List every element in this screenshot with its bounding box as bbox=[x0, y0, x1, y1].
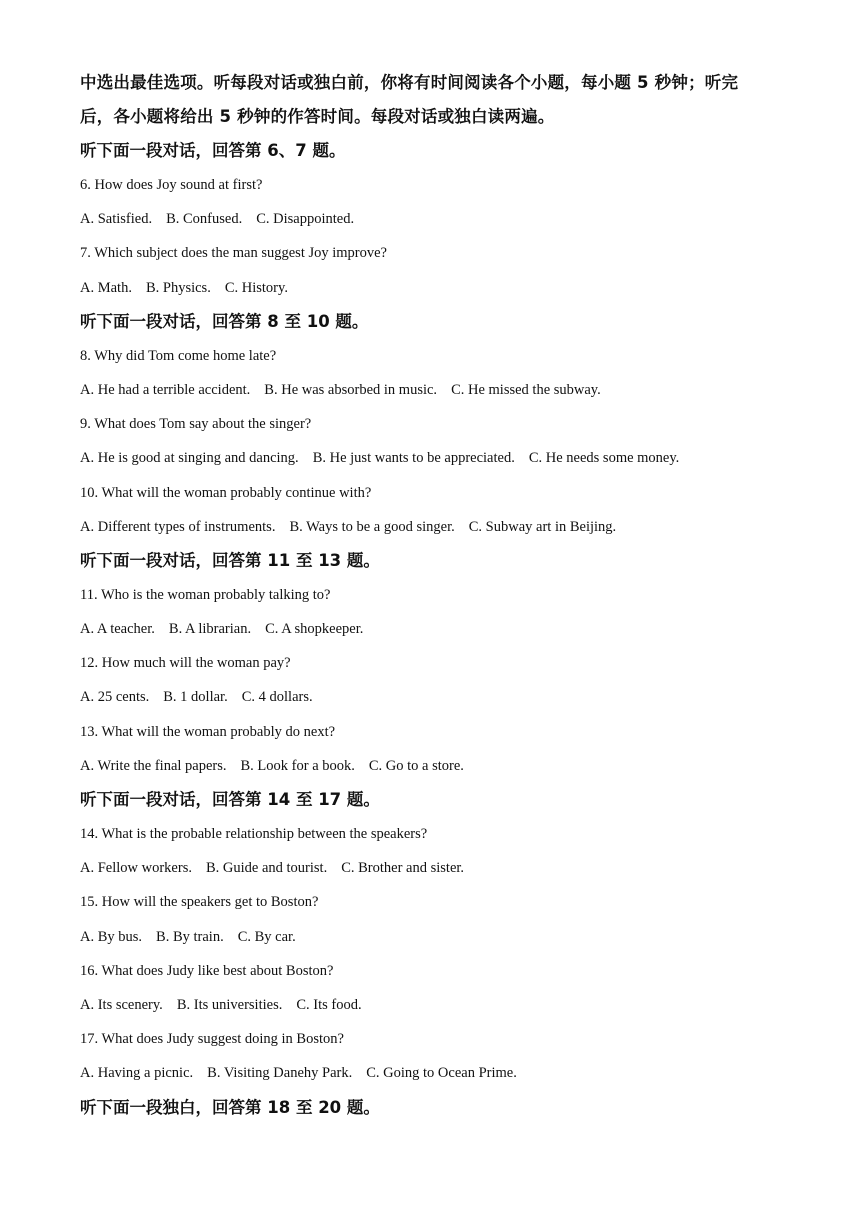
question-text: 14. What is the probable relationship between the speakers? bbox=[80, 826, 428, 842]
answer-option: A. He is good at singing and dancing. bbox=[80, 450, 299, 467]
question-text: 17. What does Judy suggest doing in Boston? bbox=[80, 1031, 344, 1048]
exam-page bbox=[80, 66, 780, 1125]
answer-option: B. 1 dollar. bbox=[163, 689, 228, 706]
answer-option: C. He needs some money. bbox=[528, 450, 680, 467]
section-heading: 听下面一段对话，回答第 11 至 13 题。 bbox=[80, 550, 380, 570]
question-sections bbox=[80, 134, 780, 1125]
options-row bbox=[80, 988, 780, 1022]
question-text: 12. How much will the woman pay? bbox=[80, 655, 291, 672]
answer-option: C. He missed the subway. bbox=[451, 381, 601, 398]
options-row bbox=[80, 749, 780, 783]
question-text: 11. Who is the woman probably talking to? bbox=[80, 586, 331, 603]
question-text: 16. What does Judy like best about Boston? bbox=[80, 962, 334, 979]
answer-option: B. By train. bbox=[156, 928, 224, 945]
section-heading: 听下面一段对话，回答第 8 至 10 题。 bbox=[80, 311, 369, 331]
options-row bbox=[80, 202, 780, 236]
answer-option: C. History. bbox=[224, 279, 288, 296]
answer-option: A. Its scenery. bbox=[80, 996, 163, 1013]
question-text: 15. How will the speakers get to Boston? bbox=[80, 894, 319, 911]
question-text: 7. Which subject does the man suggest Joy improve? bbox=[80, 245, 387, 262]
options-row bbox=[80, 441, 780, 475]
answer-option: B. Guide and tourist. bbox=[205, 860, 328, 877]
section-heading: 听下面一段独白，回答第 18 至 20 题。 bbox=[80, 1097, 380, 1117]
answer-option: A. Satisfied. bbox=[80, 211, 153, 228]
answer-option: C. Going to Ocean Prime. bbox=[366, 1065, 517, 1082]
section-heading: 听下面一段对话，回答第 6、7 题。 bbox=[80, 141, 346, 160]
answer-option: C. Go to a store. bbox=[368, 757, 464, 774]
answer-option: B. He just wants to be appreciated. bbox=[312, 450, 515, 467]
answer-option: B. Its universities. bbox=[176, 996, 283, 1013]
options-row bbox=[80, 373, 780, 407]
answer-option: B. A librarian. bbox=[168, 621, 252, 638]
answer-option: A. Having a picnic. bbox=[80, 1065, 194, 1082]
options-row bbox=[80, 271, 780, 305]
answer-option: B. He was absorbed in music. bbox=[264, 381, 438, 398]
answer-option: B. Visiting Danehy Park. bbox=[207, 1065, 353, 1082]
answer-option: B. Ways to be a good singer. bbox=[289, 518, 455, 535]
answer-option: B. Confused. bbox=[166, 211, 243, 228]
answer-option: A. Math. bbox=[80, 279, 132, 296]
answer-option: A. He had a terrible accident. bbox=[80, 381, 251, 398]
answer-option: A. 25 cents. bbox=[80, 689, 150, 706]
question-text: 9. What does Tom say about the singer? bbox=[80, 416, 312, 433]
answer-option: C. 4 dollars. bbox=[241, 689, 313, 706]
answer-option: B. Physics. bbox=[145, 279, 211, 296]
options-row bbox=[80, 1056, 780, 1090]
answer-option: C. Disappointed. bbox=[256, 211, 355, 228]
instructions bbox=[80, 66, 780, 134]
section-heading: 听下面一段对话，回答第 14 至 17 题。 bbox=[80, 790, 380, 809]
answer-option: C. A shopkeeper. bbox=[265, 621, 364, 638]
question-text: 6. How does Joy sound at first? bbox=[80, 177, 263, 193]
answer-option: C. Subway art in Beijing. bbox=[468, 518, 617, 535]
question-text: 10. What will the woman probably continue with? bbox=[80, 484, 372, 501]
options-row bbox=[80, 510, 780, 544]
answer-option: B. Look for a book. bbox=[240, 757, 355, 774]
question-text: 8. Why did Tom come home late? bbox=[80, 347, 277, 364]
answer-option: A. Write the final papers. bbox=[80, 757, 227, 774]
question-text: 13. What will the woman probably do next? bbox=[80, 723, 336, 740]
instruction-line: 后，各小题将给出 5 秒钟的作答时间。每段对话或独白读两遍。 bbox=[80, 107, 555, 126]
answer-option: C. Brother and sister. bbox=[341, 860, 465, 877]
instruction-line: 中选出最佳选项。听每段对话或独白前，你将有时间阅读各个小题，每小题 5 秒钟；听完 bbox=[80, 73, 739, 92]
answer-option: A. Different types of instruments. bbox=[80, 518, 276, 535]
answer-option: A. By bus. bbox=[80, 928, 143, 945]
answer-option: A. Fellow workers. bbox=[80, 860, 192, 877]
answer-option: A. A teacher. bbox=[80, 621, 155, 638]
answer-option: C. Its food. bbox=[296, 996, 362, 1013]
options-row bbox=[80, 612, 780, 646]
options-row bbox=[80, 920, 780, 954]
options-row bbox=[80, 851, 780, 885]
options-row bbox=[80, 680, 780, 714]
answer-option: C. By car. bbox=[237, 928, 296, 945]
